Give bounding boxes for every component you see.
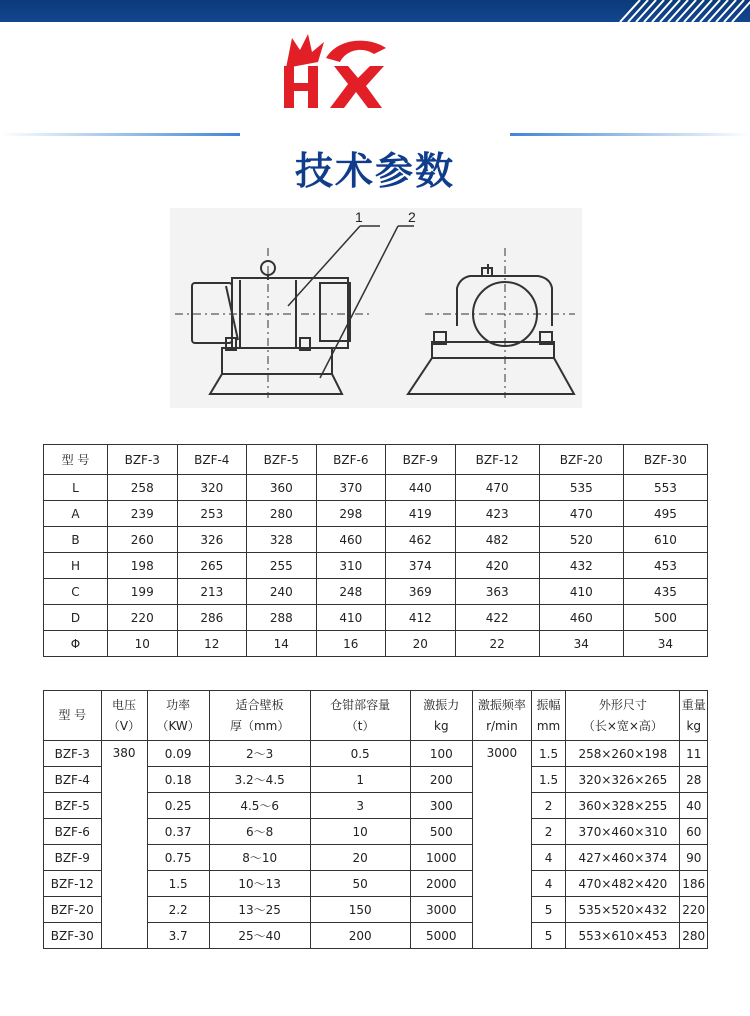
header-cell: [147, 691, 209, 741]
frequency-cell: 3000: [472, 741, 531, 949]
header-model: BZF-6: [316, 445, 386, 475]
header-line: 电压: [112, 697, 137, 712]
table-cell: 363: [455, 579, 539, 605]
page-title: 技术参数: [294, 149, 455, 193]
size-cell: 360×328×255: [566, 793, 680, 819]
size-cell: 535×520×432: [566, 897, 680, 923]
header-unit: （V）: [107, 718, 141, 733]
table-cell: 495: [623, 501, 707, 527]
amplitude-cell: 5: [531, 897, 565, 923]
table-cell: 280: [247, 501, 317, 527]
header-unit: kg: [434, 718, 449, 733]
table-cell: 440: [386, 475, 456, 501]
table-cell: 460: [316, 527, 386, 553]
wall-thickness-cell: 8～10: [209, 845, 310, 871]
model-cell: BZF-3: [44, 741, 102, 767]
model-cell: BZF-9: [44, 845, 102, 871]
header-line: 外形尺寸: [598, 697, 647, 712]
header-line: 仓钳部容量: [330, 697, 391, 712]
table-cell: 310: [316, 553, 386, 579]
table-cell: 22: [455, 631, 539, 657]
table-cell: 369: [386, 579, 456, 605]
table-row: [44, 475, 708, 501]
table-cell: 422: [455, 605, 539, 631]
table-row: [44, 605, 708, 631]
weight-cell: 220: [680, 897, 708, 923]
wall-thickness-cell: 2～3: [209, 741, 310, 767]
row-label: L: [44, 475, 108, 501]
header-unit: （长×宽×高）: [582, 718, 663, 733]
header-model: BZF-3: [108, 445, 178, 475]
power-cell: 3.7: [147, 923, 209, 949]
table-cell: 453: [623, 553, 707, 579]
table-cell: 240: [247, 579, 317, 605]
row-label: Φ: [44, 631, 108, 657]
header-model: BZF-30: [623, 445, 707, 475]
table-cell: 419: [386, 501, 456, 527]
weight-cell: 11: [680, 741, 708, 767]
table-row: [44, 501, 708, 527]
table-cell: 220: [108, 605, 178, 631]
wall-thickness-cell: 6～8: [209, 819, 310, 845]
table-cell: 265: [177, 553, 247, 579]
capacity-cell: 20: [310, 845, 410, 871]
capacity-cell: 10: [310, 819, 410, 845]
model-cell: BZF-20: [44, 897, 102, 923]
header-cell: [566, 691, 680, 741]
header-cell: [410, 691, 472, 741]
amplitude-cell: 2: [531, 819, 565, 845]
voltage-cell: 380: [101, 741, 147, 949]
amplitude-cell: 1.5: [531, 767, 565, 793]
capacity-cell: 3: [310, 793, 410, 819]
header-cell: [101, 691, 147, 741]
spec-table: [43, 690, 708, 949]
table-cell: 199: [108, 579, 178, 605]
weight-cell: 60: [680, 819, 708, 845]
amplitude-cell: 2: [531, 793, 565, 819]
size-cell: 470×482×420: [566, 871, 680, 897]
header-line: 振幅: [536, 697, 561, 712]
table-row: [44, 527, 708, 553]
row-label: B: [44, 527, 108, 553]
divider-left: [0, 133, 240, 136]
header-model-label: 型 号: [44, 445, 108, 475]
table-cell: 535: [539, 475, 623, 501]
force-cell: 5000: [410, 923, 472, 949]
header-unit: （KW）: [156, 718, 200, 733]
dimension-table: [43, 444, 708, 657]
weight-cell: 40: [680, 793, 708, 819]
header-line: 激振力: [423, 697, 460, 712]
header-model: BZF-20: [539, 445, 623, 475]
table-cell: 239: [108, 501, 178, 527]
header-unit: kg: [686, 718, 702, 733]
table-row: [44, 741, 708, 767]
force-cell: 3000: [410, 897, 472, 923]
table-cell: 520: [539, 527, 623, 553]
table-cell: 198: [108, 553, 178, 579]
size-cell: 320×326×265: [566, 767, 680, 793]
capacity-cell: 0.5: [310, 741, 410, 767]
table-header-row: [44, 691, 708, 741]
header-line: 激振频率: [477, 697, 526, 712]
model-cell: BZF-30: [44, 923, 102, 949]
brand-logo: [278, 28, 478, 118]
table-cell: 34: [539, 631, 623, 657]
wall-thickness-cell: 25～40: [209, 923, 310, 949]
table-cell: 298: [316, 501, 386, 527]
force-cell: 300: [410, 793, 472, 819]
model-cell: BZF-5: [44, 793, 102, 819]
table-cell: 320: [177, 475, 247, 501]
table-cell: 255: [247, 553, 317, 579]
power-cell: 1.5: [147, 871, 209, 897]
table-cell: 423: [455, 501, 539, 527]
power-cell: 0.75: [147, 845, 209, 871]
vibrator-technical-drawing: [170, 208, 582, 408]
table-cell: 328: [247, 527, 317, 553]
table-cell: 435: [623, 579, 707, 605]
table-cell: 260: [108, 527, 178, 553]
force-cell: 200: [410, 767, 472, 793]
wall-thickness-cell: 13～25: [209, 897, 310, 923]
header-line: 重量: [681, 697, 706, 712]
power-cell: 2.2: [147, 897, 209, 923]
table-cell: 410: [539, 579, 623, 605]
table-cell: 500: [623, 605, 707, 631]
table-cell: 432: [539, 553, 623, 579]
table-cell: 374: [386, 553, 456, 579]
capacity-cell: 150: [310, 897, 410, 923]
table-cell: 288: [247, 605, 317, 631]
header-model: BZF-5: [247, 445, 317, 475]
row-label: D: [44, 605, 108, 631]
table-cell: 420: [455, 553, 539, 579]
top-banner-bar: [0, 0, 750, 22]
wall-thickness-cell: 10～13: [209, 871, 310, 897]
model-cell: BZF-12: [44, 871, 102, 897]
force-cell: 500: [410, 819, 472, 845]
amplitude-cell: 4: [531, 845, 565, 871]
table-cell: 326: [177, 527, 247, 553]
callout-2: 2: [408, 209, 416, 225]
table-row: [44, 579, 708, 605]
wall-thickness-cell: 3.2～4.5: [209, 767, 310, 793]
capacity-cell: 1: [310, 767, 410, 793]
table-cell: 410: [316, 605, 386, 631]
header-line: 适合壁板: [235, 697, 284, 712]
table-cell: 20: [386, 631, 456, 657]
header-cell: [531, 691, 565, 741]
header-unit: mm: [536, 718, 561, 733]
table-cell: 286: [177, 605, 247, 631]
table-cell: 460: [539, 605, 623, 631]
row-label: C: [44, 579, 108, 605]
power-cell: 0.09: [147, 741, 209, 767]
size-cell: 258×260×198: [566, 741, 680, 767]
weight-cell: 28: [680, 767, 708, 793]
table-row: [44, 631, 708, 657]
row-label: A: [44, 501, 108, 527]
amplitude-cell: 1.5: [531, 741, 565, 767]
table-cell: 213: [177, 579, 247, 605]
table-cell: 462: [386, 527, 456, 553]
table-cell: 470: [455, 475, 539, 501]
table-cell: 16: [316, 631, 386, 657]
table-cell: 360: [247, 475, 317, 501]
weight-cell: 186: [680, 871, 708, 897]
divider-right: [510, 133, 750, 136]
table-row: [44, 553, 708, 579]
force-cell: 1000: [410, 845, 472, 871]
power-cell: 0.37: [147, 819, 209, 845]
header-line: 型 号: [58, 708, 87, 722]
header-cell: [44, 691, 102, 741]
table-cell: 14: [247, 631, 317, 657]
power-cell: 0.25: [147, 793, 209, 819]
header-unit: r/min: [486, 718, 518, 733]
weight-cell: 90: [680, 845, 708, 871]
table-cell: 370: [316, 475, 386, 501]
callout-1: 1: [355, 209, 363, 225]
model-cell: BZF-6: [44, 819, 102, 845]
table-cell: 12: [177, 631, 247, 657]
wall-thickness-cell: 4.5～6: [209, 793, 310, 819]
header-model: BZF-12: [455, 445, 539, 475]
size-cell: 427×460×374: [566, 845, 680, 871]
table-header-row: [44, 445, 708, 475]
table-cell: 34: [623, 631, 707, 657]
header-cell: [310, 691, 410, 741]
header-model: BZF-9: [386, 445, 456, 475]
size-cell: 553×610×453: [566, 923, 680, 949]
force-cell: 100: [410, 741, 472, 767]
table-cell: 470: [539, 501, 623, 527]
header-cell: [209, 691, 310, 741]
header-unit: 厚（mm）: [229, 718, 290, 733]
header-cell: [680, 691, 708, 741]
capacity-cell: 50: [310, 871, 410, 897]
table-cell: 10: [108, 631, 178, 657]
table-cell: 253: [177, 501, 247, 527]
table-cell: 258: [108, 475, 178, 501]
header-line: 功率: [166, 697, 191, 712]
table-cell: 412: [386, 605, 456, 631]
size-cell: 370×460×310: [566, 819, 680, 845]
force-cell: 2000: [410, 871, 472, 897]
weight-cell: 280: [680, 923, 708, 949]
amplitude-cell: 5: [531, 923, 565, 949]
table-cell: 248: [316, 579, 386, 605]
row-label: H: [44, 553, 108, 579]
table-cell: 553: [623, 475, 707, 501]
banner-stripes-decoration: [600, 0, 750, 22]
model-cell: BZF-4: [44, 767, 102, 793]
table-cell: 610: [623, 527, 707, 553]
header-unit: （t）: [345, 718, 375, 733]
table-cell: 482: [455, 527, 539, 553]
power-cell: 0.18: [147, 767, 209, 793]
capacity-cell: 200: [310, 923, 410, 949]
header-model: BZF-4: [177, 445, 247, 475]
header-cell: [472, 691, 531, 741]
amplitude-cell: 4: [531, 871, 565, 897]
